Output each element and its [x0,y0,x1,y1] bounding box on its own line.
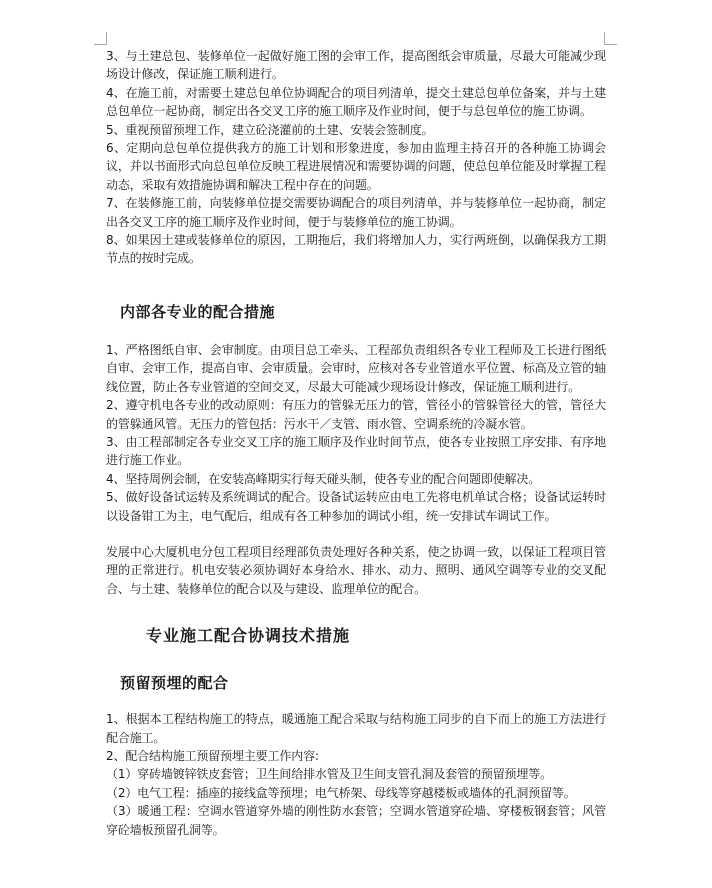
page-corner-mark-right [604,32,617,45]
paragraph: 4、坚持周例会制，在安装高峰期实行每天碰头制，使各专业的配合问题即使解决。 [106,471,541,486]
list-item: （1）穿砖墙镀锌铁皮套管；卫生间给排水管及卫生间支管孔洞及套管的预留预埋等。 [106,767,552,782]
paragraph: 5、重视预留预埋工作，建立砼浇灌前的土建、安装会签制度。 [106,122,434,137]
list-item: （2）电气工程：插座的接线盒等预埋；电气桥架、母线等穿越楼板或墙体的孔洞预留等。 [106,785,576,800]
paragraph: 8、如果因土建或装修单位的原因，工期拖后，我们将增加人力，实行两班倒，以确保我方工期节点的按时完成。 [106,233,606,266]
document-body [106,47,606,839]
paragraph: 2、遵守机电各专业的改动原则：有压力的管躲无压力的管，管径小的管躲管径大的管，管径大的管躲通风管。无压力的管包括：污水干／支管、雨水管、空调系统的冷凝水管。 [106,398,606,431]
paragraph: 6、定期向总包单位提供我方的施工计划和形象进度，参加由监理主持召开的各种施工协调会议，并以书面形式向总包单位反映工程进展情况和需要协调的问题，使总包单位能及时掌握工程动态，采取有效措施协调和解决工程中存在的问题。 [106,141,606,192]
paragraph: 发展中心大厦机电分包工程项目经理部负责处理好各种关系，使之协调一致，以保证工程项目管理的正常进行。机电安装必须协调好本身给水、排水、动力、照明、通风空调等专业的交叉配合、与土建、装修单位的配合以及与建设、监理单位的配合。 [106,544,606,596]
paragraph: 1、根据本工程结构施工的特点，暖通施工配合采取与结构施工同步的自下而上的施工方法进行配合施工。 [106,712,606,745]
section-heading-internal: 内部各专业的配合措施 [120,302,276,321]
paragraph: 1、严格图纸自审、会审制度。由项目总工牵头、工程部负责组织各专业工程师及工长进行图纸自审、会审工作，提高自审、会审质量。会审时，应核对各专业管道水平位置、标高及立管的轴线位置，防止各专业管道的空间交叉，尽最大可能减少现场设计修改，保证施工顺利进行。 [106,342,606,394]
subsection-heading-embedding: 预留预埋的配合 [120,674,229,693]
paragraph: 2、配合结构施工预留预埋主要工作内容: [106,748,319,763]
paragraph: 4、在施工前，对需要土建总包单位协调配合的项目列清单，提交土建总包单位备案，并与土建总包单位一起协商，制定出各交叉工序的施工顺序及作业时间，便于与总包单位的施工协调。 [106,85,606,119]
paragraph: 3、由工程部制定各专业交叉工序的施工顺序及作业时间节点，使各专业按照工序安排、有序地进行施工作业。 [106,434,606,468]
page-corner-mark-left [94,32,107,45]
paragraph: 7、在装修施工前，向装修单位提交需要协调配合的项目列清单，并与装修单位一起协商，制定出各交叉工序的施工顺序及作业时间，便于与装修单位的施工协调。 [106,196,606,229]
list-item: （3）暖通工程：空调水管道穿外墙的刚性防水套管；空调水管道穿砼墙、穿楼板钢套管；风管穿砼墙板预留孔洞等。 [106,804,606,837]
paragraph: 3、与土建总包、装修单位一起做好施工图的会审工作，提高图纸会审质量，尽最大可能减少现场设计修改，保证施工顺利进行。 [106,49,606,82]
section-heading-technical: 专业施工配合协调技术措施 [146,626,351,646]
paragraph: 5、做好设备试运转及系统调试的配合。设备试运转应由电工先将电机单试合格；设备试运转时以设备钳工为主，电气配后，组成有各工种参加的调试小组，统一安排试车调试工作。 [106,490,606,523]
